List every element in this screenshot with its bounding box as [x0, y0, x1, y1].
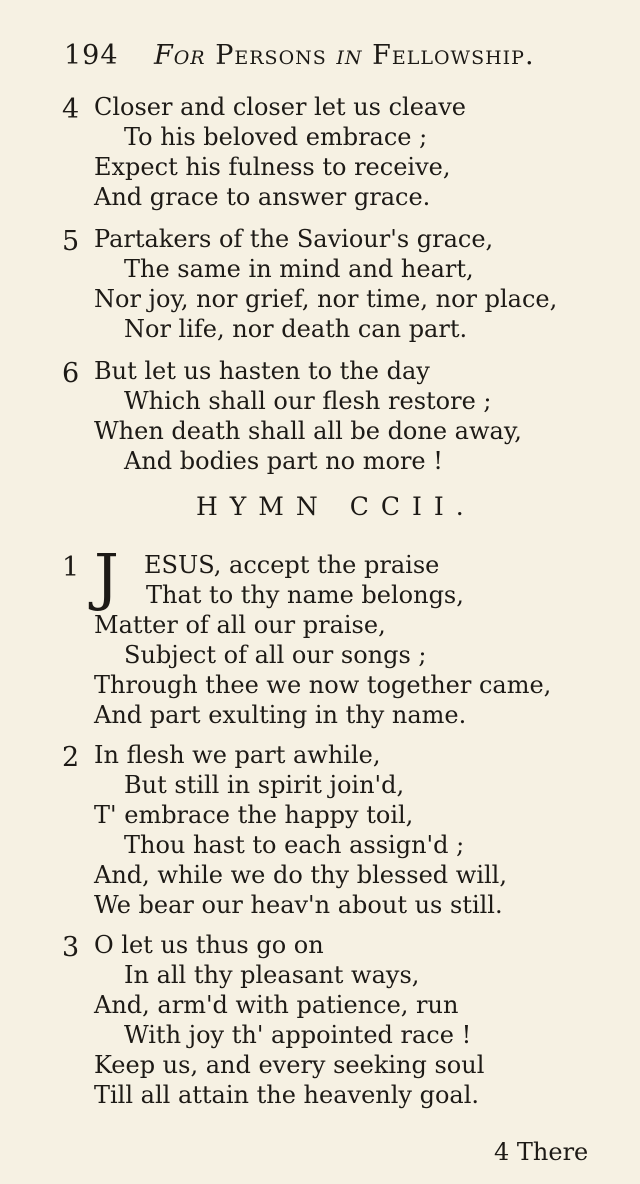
verse-line: And grace to answer grace. — [94, 183, 431, 211]
verse-line: With joy th' appointed race ! — [124, 1021, 472, 1049]
catchword: 4 There — [494, 1138, 589, 1166]
running-title-for: For — [154, 40, 206, 71]
verse-line: That to thy name belongs, — [146, 581, 464, 609]
verse-number: 4 — [62, 94, 80, 125]
verse-line: Matter of all our praise, — [94, 611, 386, 639]
verse-line: Till all attain the heavenly goal. — [94, 1081, 480, 1109]
verse-line: In all thy pleasant ways, — [124, 961, 420, 989]
verse-line: Thou hast to each assign'd ; — [124, 831, 465, 859]
verse-line: Nor life, nor death can part. — [124, 315, 468, 343]
page-number: 194 — [64, 40, 119, 71]
verse-line: Expect his fulness to receive, — [94, 153, 451, 181]
verse-line: When death shall all be done away, — [94, 417, 522, 445]
verse-line: And bodies part no more ! — [124, 447, 443, 475]
verse-line: T' embrace the happy toil, — [94, 801, 414, 829]
verse-line: And, arm'd with patience, run — [94, 991, 459, 1019]
verse-line: In flesh we part awhile, — [94, 741, 381, 769]
verse-line: To his beloved embrace ; — [124, 123, 428, 151]
verse-line: Through thee we now together came, — [94, 671, 552, 699]
verse-number: 3 — [62, 932, 80, 963]
verse-line: Nor joy, nor grief, nor time, nor place, — [94, 285, 558, 313]
verse-line: O let us thus go on — [94, 931, 324, 959]
verse-number: 2 — [62, 742, 80, 773]
verse-number: 5 — [62, 226, 80, 257]
drop-cap: J — [94, 540, 119, 613]
verse-line: But still in spirit join'd, — [124, 771, 405, 799]
running-title — [154, 40, 535, 71]
verse-line: And, while we do thy blessed will, — [94, 861, 507, 889]
verse-number: 1 — [62, 552, 80, 583]
running-title-in: in — [336, 40, 363, 71]
verse-line: Subject of all our songs ; — [124, 641, 427, 669]
verse-line-first: ESUS, accept the praise — [144, 551, 440, 579]
verse-line: But let us hasten to the day — [94, 357, 430, 385]
verse-line: Closer and closer let us cleave — [94, 93, 466, 121]
verse-line: We bear our heav'n about us still. — [94, 891, 503, 919]
running-title-persons: Persons — [215, 40, 327, 71]
verse-line: And part exulting in thy name. — [94, 701, 467, 729]
verse-line: Keep us, and every seeking soul — [94, 1051, 485, 1079]
hymn-heading: HYMN CCII. — [196, 492, 476, 521]
verse-number: 6 — [62, 358, 80, 389]
running-header — [64, 40, 584, 80]
verse-line: The same in mind and heart, — [124, 255, 474, 283]
running-title-fellowship: Fellowship. — [372, 40, 535, 71]
verse-line: Which shall our flesh restore ; — [124, 387, 492, 415]
verse-line: Partakers of the Saviour's grace, — [94, 225, 494, 253]
